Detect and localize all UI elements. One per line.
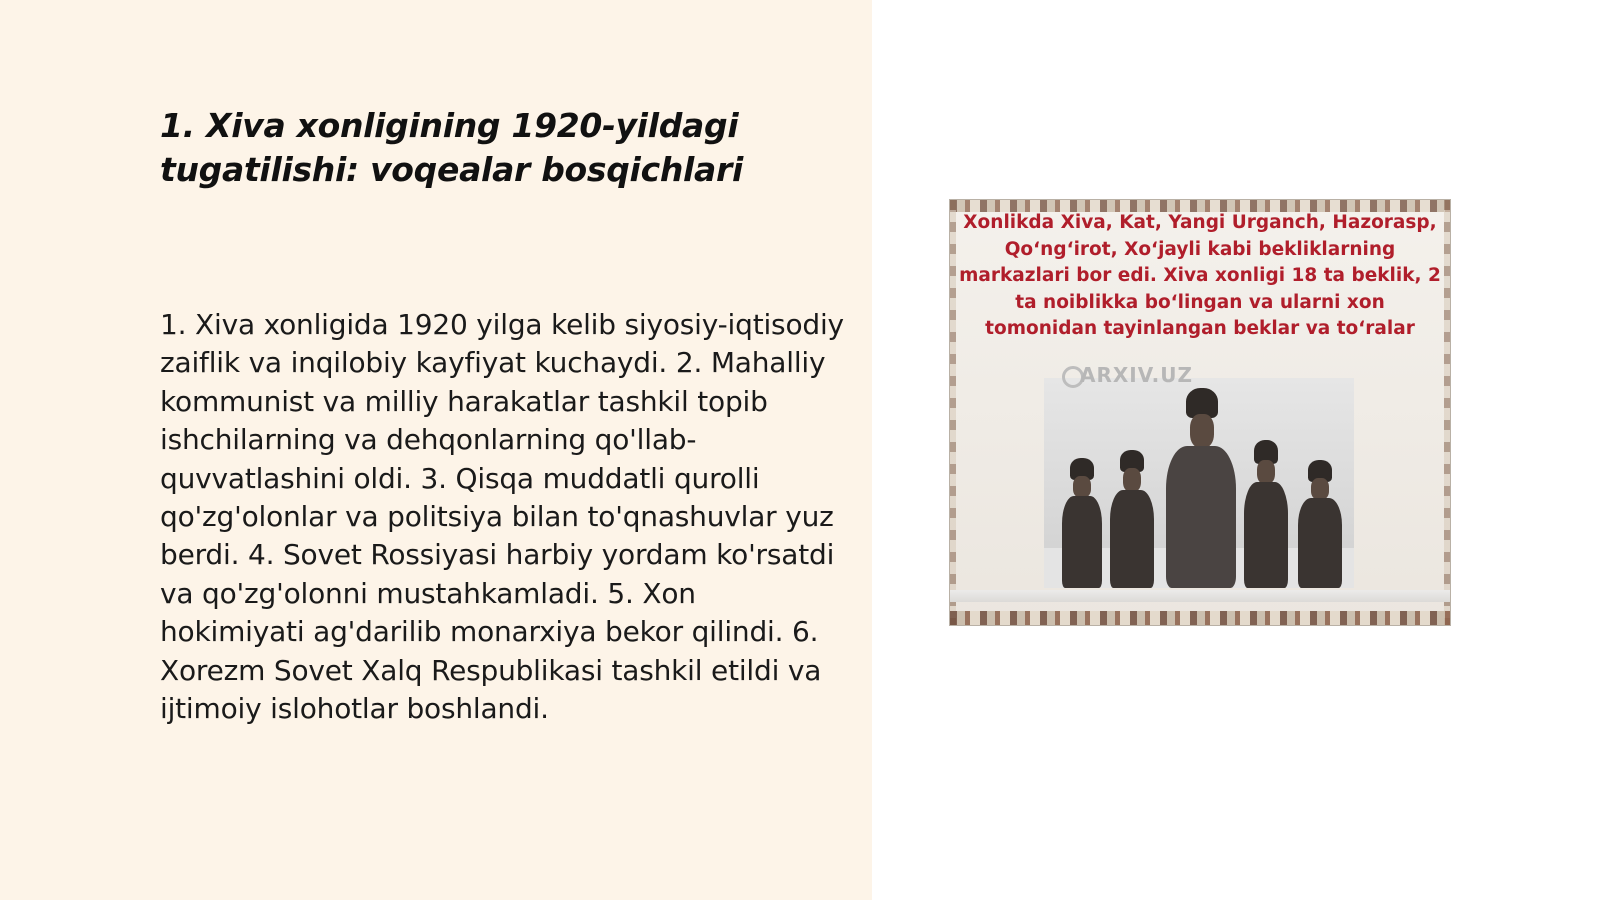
picture-frame-bottom bbox=[950, 611, 1450, 625]
seated-man-figure bbox=[1062, 458, 1102, 588]
group-photo bbox=[1044, 378, 1354, 588]
picture-frame-right bbox=[1444, 200, 1450, 625]
seated-man-figure bbox=[1110, 450, 1154, 588]
slide-body-text: 1. Xiva xonligida 1920 yilga kelib siyosiy-iqtisodiy zaiflik va inqilobiy kayfiyat kuchaydi. 2. Mahalliy kommunist va milliy harakatlar tashkil topib ishchilarning va dehqonlarning qo'llab-quvvatlashini oldi. 3. Qisqa muddatli qurolli qo'zg'olonlar va politsiya bilan to'qnashuvlar yuz berdi. 4. Sovet Rossiyasi harbiy yordam ko'rsatdi va qo'zg'olonni mustahkamladi. 5. Xon hokimiyati ag'darilib monarxiya bekor qilindi. 6. Xorezm Sovet Xalq Respublikasi tashkil etildi va ijtimoiy islohotlar boshlandi. bbox=[160, 308, 844, 726]
picture-footer-strip bbox=[950, 590, 1450, 602]
watermark: ARXIV.UZ bbox=[1080, 363, 1193, 387]
khan-central-figure bbox=[1166, 388, 1236, 588]
seated-man-figure bbox=[1298, 460, 1342, 588]
historical-photo-image bbox=[950, 200, 1450, 625]
standing-man-figure bbox=[1244, 440, 1288, 588]
picture-caption: Xonlikda Xiva, Kat, Yangi Urganch, Hazorasp, Qo‘ng‘irot, Xo‘jayli kabi bekliklarning markazlari bor edi. Xiva xonligi 18 ta beklik, 2 ta noiblikka bo‘lingan va ularni xon tomonidan tayinlangan beklar va to‘ralar bbox=[959, 212, 1441, 339]
slide-title: 1. Xiva xonligining 1920-yildagi tugatilishi: voqealar bosqichlari bbox=[160, 106, 743, 189]
picture-frame-left bbox=[950, 200, 956, 625]
